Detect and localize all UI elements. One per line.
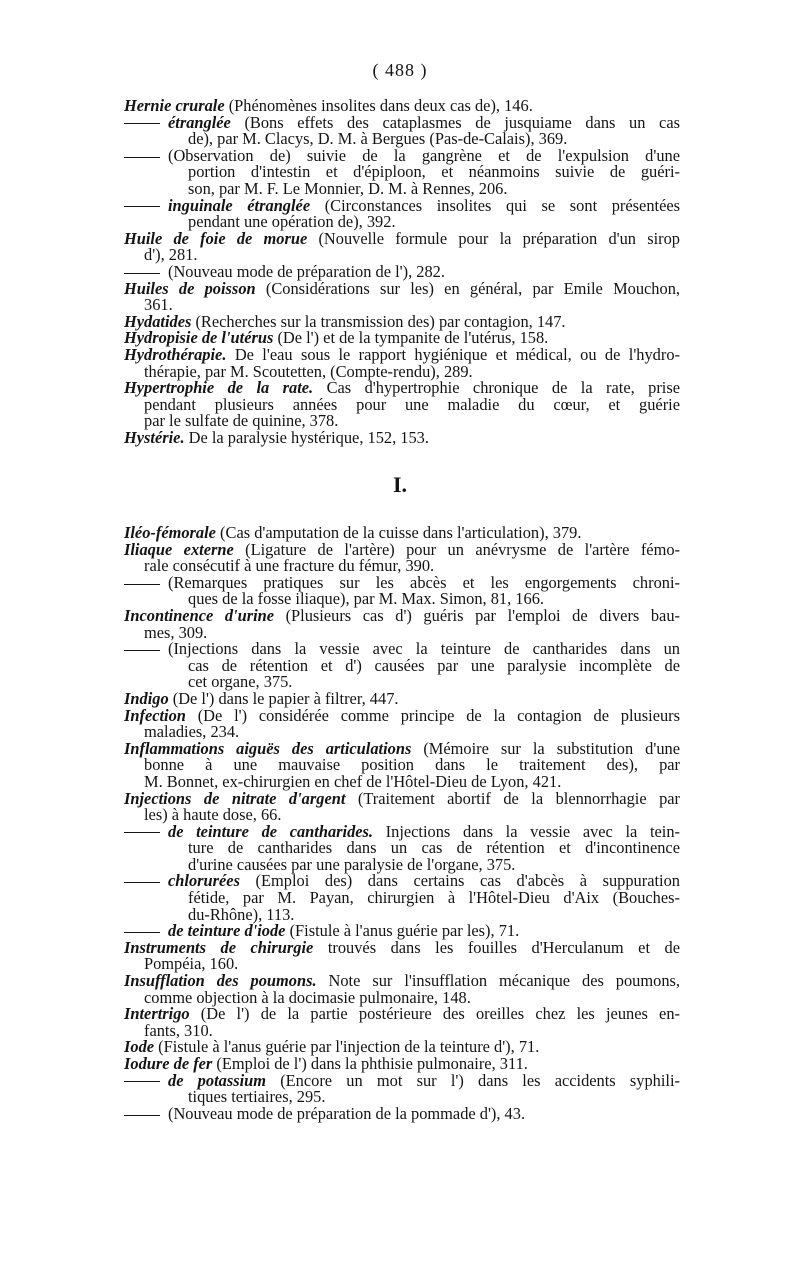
index-entry bbox=[124, 1070, 680, 1107]
entry-text: ques de la fosse iliaque), par M. Max. Simon, 81, 166. bbox=[188, 589, 544, 609]
entry-text: (De l') dans le papier à filtrer, 447. bbox=[168, 688, 399, 708]
entry-term: Intertrigo bbox=[124, 1004, 190, 1024]
entry-text: comme objection à la docimasie pulmonaire, 148. bbox=[144, 987, 471, 1007]
index-entry bbox=[124, 1006, 680, 1039]
index-entry bbox=[124, 738, 680, 791]
ditto-dash bbox=[124, 115, 168, 132]
entry-text: (Nouveau mode de préparation de l'), 282. bbox=[168, 261, 445, 281]
entry-term: Incontinence d'urine bbox=[124, 605, 275, 625]
section-letter: I. bbox=[392, 472, 408, 497]
entry-text: fants, 310. bbox=[144, 1020, 213, 1040]
entry-text: tiques tertiaires, 295. bbox=[188, 1087, 326, 1107]
index-entry bbox=[124, 278, 680, 315]
entry-text: (De l') de la partie postérieure des oreilles chez les jeunes en- bbox=[189, 1004, 680, 1024]
entry-line bbox=[124, 427, 680, 447]
entry-term: Hernie crurale bbox=[124, 96, 225, 115]
entry-term: Insufflation des poumons. bbox=[124, 971, 317, 991]
entry-text: maladies, 234. bbox=[144, 722, 240, 742]
entry-term: de teinture de cantharides. bbox=[168, 821, 374, 841]
entry-text: par le sulfate de quinine, 378. bbox=[144, 411, 339, 431]
entry-text: Pompéia, 160. bbox=[144, 954, 239, 974]
entry-text: (Fistule à l'anus guérie par l'injection de la teinture d'), 71. bbox=[154, 1037, 540, 1057]
entry-text: Injections dans la vessie avec la tein- bbox=[373, 821, 680, 841]
index-entry bbox=[124, 605, 680, 642]
entry-text: pendant plusieurs années pour une maladie du cœur, et guérie bbox=[144, 394, 680, 414]
entry-term: Instruments de chirurgie bbox=[124, 937, 314, 957]
entry-term: inguinale étranglée bbox=[168, 195, 311, 215]
entry-text: (Remarques pratiques sur les abcès et les engorgements chroni- bbox=[168, 572, 680, 592]
entry-term: Iode bbox=[124, 1037, 155, 1057]
entry-term: chlorurées bbox=[168, 871, 240, 891]
entry-term: Hydropisie de l'utérus bbox=[124, 328, 274, 348]
entry-term: de potassium bbox=[168, 1070, 266, 1090]
index-entry bbox=[124, 228, 680, 265]
entry-line bbox=[124, 605, 680, 625]
entry-text: (Emploi de l') dans la phthisie pulmonaire, 311. bbox=[212, 1054, 528, 1073]
entry-text: (Phénomènes insolites dans deux cas de), 146. bbox=[224, 96, 533, 115]
entry-text: 361. bbox=[144, 295, 173, 315]
entry-term: étranglée bbox=[168, 112, 231, 132]
entry-text: pendant une opération de), 392. bbox=[188, 212, 396, 232]
entry-term: Hydrothérapie. bbox=[124, 344, 227, 364]
entry-text: bonne à une mauvaise position dans le traitement des), par bbox=[144, 755, 680, 775]
index-entry bbox=[124, 380, 680, 430]
index-entry bbox=[124, 1103, 680, 1123]
entry-term: de teinture d'iode bbox=[168, 921, 286, 941]
entry-text: d'), 281. bbox=[144, 245, 198, 265]
entry-term: Indigo bbox=[124, 688, 169, 708]
ditto-dash bbox=[124, 1073, 168, 1090]
entry-term: Inflammations aiguës des articulations bbox=[124, 738, 412, 758]
entry-text: cet organe, 375. bbox=[188, 672, 293, 692]
entry-text: (Observation de) suivie de la gangrène et de l'expulsion d'une bbox=[168, 145, 680, 165]
entry-term: Injections de nitrate d'argent bbox=[124, 788, 346, 808]
index-entry bbox=[124, 821, 680, 874]
entry-text: ture de cantharides dans un cas de rétention et d'incontinence bbox=[188, 838, 680, 858]
entry-text: trouvés dans les fouilles d'Herculanum et de bbox=[313, 937, 680, 957]
page-number: ( 488 ) bbox=[372, 60, 428, 80]
entry-text: (Traitement abortif de la blennorrhagie par bbox=[345, 788, 681, 808]
entry-text: du-Rhône), 113. bbox=[188, 904, 295, 924]
index-entry bbox=[124, 344, 680, 381]
entry-text: (Cas d'amputation de la cuisse dans l'articulation), 379. bbox=[215, 523, 582, 542]
index-entry bbox=[124, 937, 680, 974]
index-section-i bbox=[124, 525, 680, 1122]
entry-text: De l'eau sous le rapport hygiénique et médical, ou de l'hydro- bbox=[226, 344, 680, 364]
index-entry bbox=[124, 195, 680, 232]
entry-text: Cas d'hypertrophie chronique de la rate, prise bbox=[313, 378, 680, 398]
entry-text: (De l') et de la tympanite de l'utérus, 158. bbox=[273, 328, 549, 348]
entry-text: Note sur l'insufflation mécanique des poumons, bbox=[316, 971, 680, 991]
index-entry bbox=[124, 973, 680, 1006]
entry-text: (Ligature de l'artère) pour un anévrysme de l'artère fémo- bbox=[233, 539, 680, 559]
entry-text: (Considérations sur les) en général, par Emile Mouchon, bbox=[255, 278, 680, 298]
index-entry bbox=[124, 427, 680, 447]
entry-term: Iliaque externe bbox=[124, 539, 234, 559]
entry-term: Hydatides bbox=[124, 311, 192, 331]
index-entry bbox=[124, 539, 680, 576]
entry-text: d'urine causées par une paralysie de l'organe, 375. bbox=[188, 854, 516, 874]
entry-text: (Fistule à l'anus guérie par les), 71. bbox=[285, 921, 520, 941]
entry-term: Hypertrophie de la rate. bbox=[124, 378, 314, 398]
entry-term: Iodure de fer bbox=[124, 1054, 213, 1073]
entry-term: Iléo-fémorale bbox=[124, 523, 216, 542]
entry-text: (Encore un mot sur l') dans les accidents syphili- bbox=[266, 1070, 680, 1090]
entry-text: de), par M. Clacys, D. M. à Bergues (Pas-de-Calais), 369. bbox=[188, 129, 568, 149]
ditto-dash bbox=[124, 641, 168, 658]
entry-text: thérapie, par M. Scoutetten, (Compte-rendu), 289. bbox=[144, 361, 473, 381]
index-entry bbox=[124, 641, 680, 691]
entry-term: Huile de foie de morue bbox=[124, 228, 308, 248]
ditto-dash bbox=[124, 873, 168, 890]
entry-text: les) à haute dose, 66. bbox=[144, 805, 282, 825]
index-entry bbox=[124, 572, 680, 609]
entry-term: Infection bbox=[124, 705, 186, 725]
index-section-h bbox=[124, 98, 680, 446]
entry-text: (Mémoire sur la substitution d'une bbox=[411, 738, 680, 758]
entry-text: (Injections dans la vessie avec la teinture de cantharides dans un bbox=[168, 639, 680, 659]
index-entry bbox=[124, 145, 680, 198]
entry-line bbox=[124, 228, 680, 248]
entry-line bbox=[124, 278, 680, 298]
entry-text: (Nouveau mode de préparation de la pommade d'), 43. bbox=[168, 1103, 526, 1123]
entry-text: cas de rétention et d') causées par une paralysie incomplète de bbox=[188, 655, 680, 675]
ditto-dash bbox=[124, 575, 168, 592]
entry-text: (De l') considérée comme principe de la contagion de plusieurs bbox=[185, 705, 680, 725]
entry-text: (Recherches sur la transmission des) par contagion, 147. bbox=[191, 311, 566, 331]
ditto-dash bbox=[124, 1106, 168, 1123]
index-entry bbox=[124, 873, 680, 923]
entry-text: M. Bonnet, ex-chirurgien en chef de l'Hôtel-Dieu de Lyon, 421. bbox=[144, 771, 562, 791]
entry-line bbox=[124, 1103, 680, 1123]
entry-text: (Plusieurs cas d') guéris par l'emploi de divers bau- bbox=[274, 605, 680, 625]
entry-text: (Bons effets des cataplasmes de jusquiame dans un cas bbox=[230, 112, 680, 132]
index-entry bbox=[124, 788, 681, 825]
entry-text: rale consécutif à une fracture du fémur, 390. bbox=[144, 556, 435, 576]
ditto-dash bbox=[124, 824, 168, 841]
entry-term: Hystérie. bbox=[124, 427, 185, 447]
index-entry bbox=[124, 705, 680, 742]
entry-text: (Circonstances insolites qui se sont présentées bbox=[310, 195, 680, 215]
ditto-dash bbox=[124, 148, 168, 165]
entry-term: Huiles de poisson bbox=[124, 278, 256, 298]
entry-text: son, par M. F. Le Monnier, D. M. à Rennes, 206. bbox=[188, 178, 508, 198]
entry-text: De la paralysie hystérique, 152, 153. bbox=[184, 427, 429, 447]
entry-text: fétide, par M. Payan, chirurgien à l'Hôtel-Dieu d'Aix (Bouches- bbox=[188, 888, 680, 908]
ditto-dash bbox=[124, 198, 168, 215]
entry-text: mes, 309. bbox=[144, 622, 208, 642]
entry-text: (Emploi des) dans certains cas d'abcès à suppuration bbox=[239, 871, 680, 891]
index-entry bbox=[124, 112, 680, 149]
entry-text: (Nouvelle formule pour la préparation d'un sirop bbox=[307, 228, 680, 248]
entry-text: portion d'intestin et d'épiploon, et néanmoins suivie de guéri- bbox=[188, 162, 680, 182]
